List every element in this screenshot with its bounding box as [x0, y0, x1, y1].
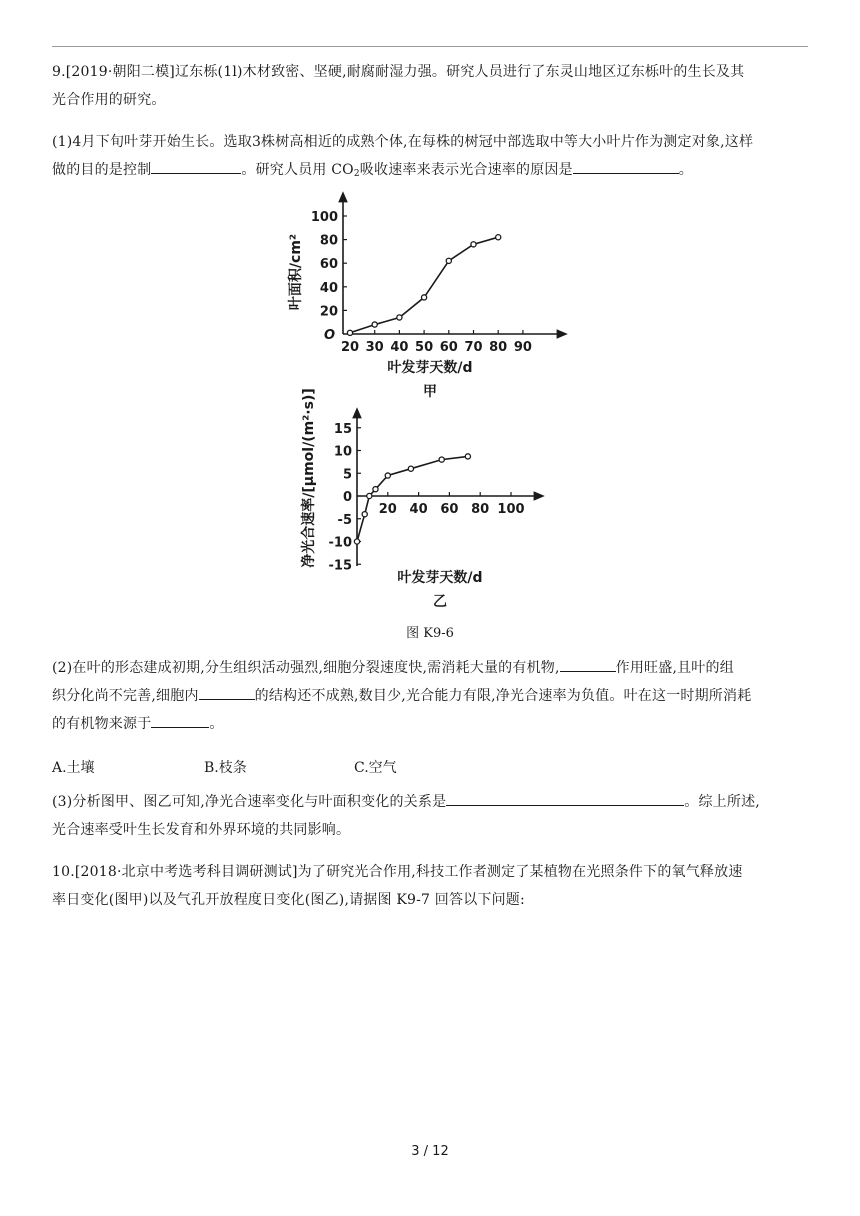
q9-intro-line2: 光合作用的研究。 [52, 92, 166, 108]
chart-yi-ytick-label: -15 [328, 558, 352, 574]
chart-yi-ytick-label: 10 [333, 444, 352, 460]
chart-jia-data-point [496, 235, 501, 240]
q9-part1-line2: 做的目的是控制 。研究人员用 $CO_2$吸收速率来表示光合速率的原因是 。 [52, 156, 808, 188]
chart-jia-ytick-label: 60 [319, 257, 338, 273]
chart-jia-xtick-label: 20 [340, 340, 360, 355]
chart-yi-xtick-label: 100 [497, 502, 525, 517]
chart-jia-data-point [372, 322, 377, 327]
q10 [52, 858, 808, 914]
chart-yi-ytick-label: 0 [342, 490, 352, 505]
answer-blank-3[interactable] [560, 655, 616, 672]
chart-jia-xtick-label: 70 [464, 340, 483, 355]
q9-part3 [52, 788, 808, 844]
chart-jia [287, 196, 563, 400]
option-b[interactable]: B.枝条 [204, 760, 247, 776]
chart-yi [300, 388, 540, 610]
q10-line1: 10.[2018·北京中考选考科目调研测试]为了研究光合作用,科技工作者测定了某植物在光照条件下的氧气释放速 [52, 864, 743, 880]
chart-jia-data-point [397, 315, 402, 320]
q9-part2-line2: 织分化尚不完善,细胞内 的结构还不成熟,数目少,光合能力有限,净光合速率为负值。叶在这一时期所消耗 [52, 682, 808, 710]
chart-yi-ytick-label: -10 [328, 535, 352, 551]
q9-part3-line2: 光合速率受叶生长发育和外界环境的共同影响。 [52, 822, 351, 838]
chart-jia-ytick-label: 40 [319, 280, 338, 296]
chart-jia-data-point [422, 295, 427, 300]
q9-part2-line3: 的有机物来源于 。 [52, 710, 808, 738]
chart-jia-ytick-label: 20 [319, 304, 338, 320]
chart-yi-xtick-label: 40 [409, 502, 428, 517]
chart-yi-ylabel: 净光合速率/[μmol/(m²·s)] [301, 388, 317, 568]
q10-line2: 率日变化(图甲)以及气孔开放程度日变化(图乙),请据图 K9-7 回答以下问题: [52, 892, 525, 908]
chart-yi-data-point [354, 539, 359, 544]
chart-jia-xtick-label: 40 [390, 340, 409, 355]
chart-yi-title: 乙 [433, 594, 447, 610]
chart-jia-xtick-label: 80 [489, 340, 508, 355]
chart-yi-xtick-label: 60 [440, 502, 459, 517]
chart-jia-title: 甲 [423, 384, 437, 400]
chart-yi-data-point [439, 457, 444, 462]
chart-yi-data-point [362, 512, 367, 517]
chart-yi-data-point [408, 466, 413, 471]
q9-part3-line1: (3)分析图甲、图乙可知,净光合速率变化与叶面积变化的关系是 。综上所述, [52, 788, 808, 816]
chart-jia-data-point [347, 330, 352, 335]
chart-yi-ytick-label: -5 [337, 512, 352, 528]
figure-caption: 图 K9-6 [406, 626, 454, 641]
chart-yi-ytick-label: 15 [333, 421, 352, 437]
chart-jia-ytick-label: 100 [310, 210, 338, 225]
chart-jia-xtick-label: 90 [513, 340, 532, 355]
chart-jia-xlabel: 叶发芽天数/d [387, 360, 473, 376]
answer-blank-6[interactable] [446, 789, 684, 806]
chart-jia-origin: O [323, 328, 335, 343]
chart-yi-data-point [385, 473, 390, 478]
chart-jia-ylabel: 叶面积/cm² [288, 233, 304, 311]
answer-blank-5[interactable] [151, 711, 209, 728]
answer-blank-4[interactable] [199, 683, 255, 700]
q9-part1-line1: (1)4月下旬叶芽开始生长。选取3株树高相近的成熟个体,在每株的树冠中部选取中等大小叶片作为测定对象,这样 [52, 134, 754, 150]
chart-jia-ytick-label: 80 [319, 233, 338, 249]
chart-yi-data-point [465, 454, 470, 459]
option-a[interactable]: A.土壤 [52, 760, 95, 776]
chart-jia-data-point [446, 258, 451, 263]
chart-jia-series-line [350, 237, 498, 333]
q9-part2-line1: (2)在叶的形态建成初期,分生组织活动强烈,细胞分裂速度快,需消耗大量的有机物, 作用旺盛,且叶的组 [52, 654, 808, 682]
chart-yi-xtick-label: 20 [378, 502, 397, 517]
chart-jia-xtick-label: 50 [415, 340, 434, 355]
chart-jia-data-point [471, 242, 476, 247]
option-c[interactable]: C.空气 [354, 760, 397, 776]
chart-yi-ytick-label: 5 [342, 467, 352, 483]
chart-yi-data-point [367, 493, 372, 498]
page-number: 3 / 12 [411, 1144, 449, 1159]
chart-jia-xtick-label: 60 [439, 340, 458, 355]
chart-yi-data-point [373, 487, 378, 492]
chart-yi-xlabel: 叶发芽天数/d [397, 570, 483, 586]
chart-yi-xtick-label: 80 [471, 502, 490, 517]
q9-intro-line1: 9.[2019·朝阳二模]辽东栎(1l)木材致密、坚硬,耐腐耐湿力强。研究人员进行了东灵山地区辽东栎叶的生长及其 [52, 64, 745, 80]
chart-jia-xtick-label: 30 [365, 340, 384, 355]
q9-part2 [52, 654, 808, 738]
